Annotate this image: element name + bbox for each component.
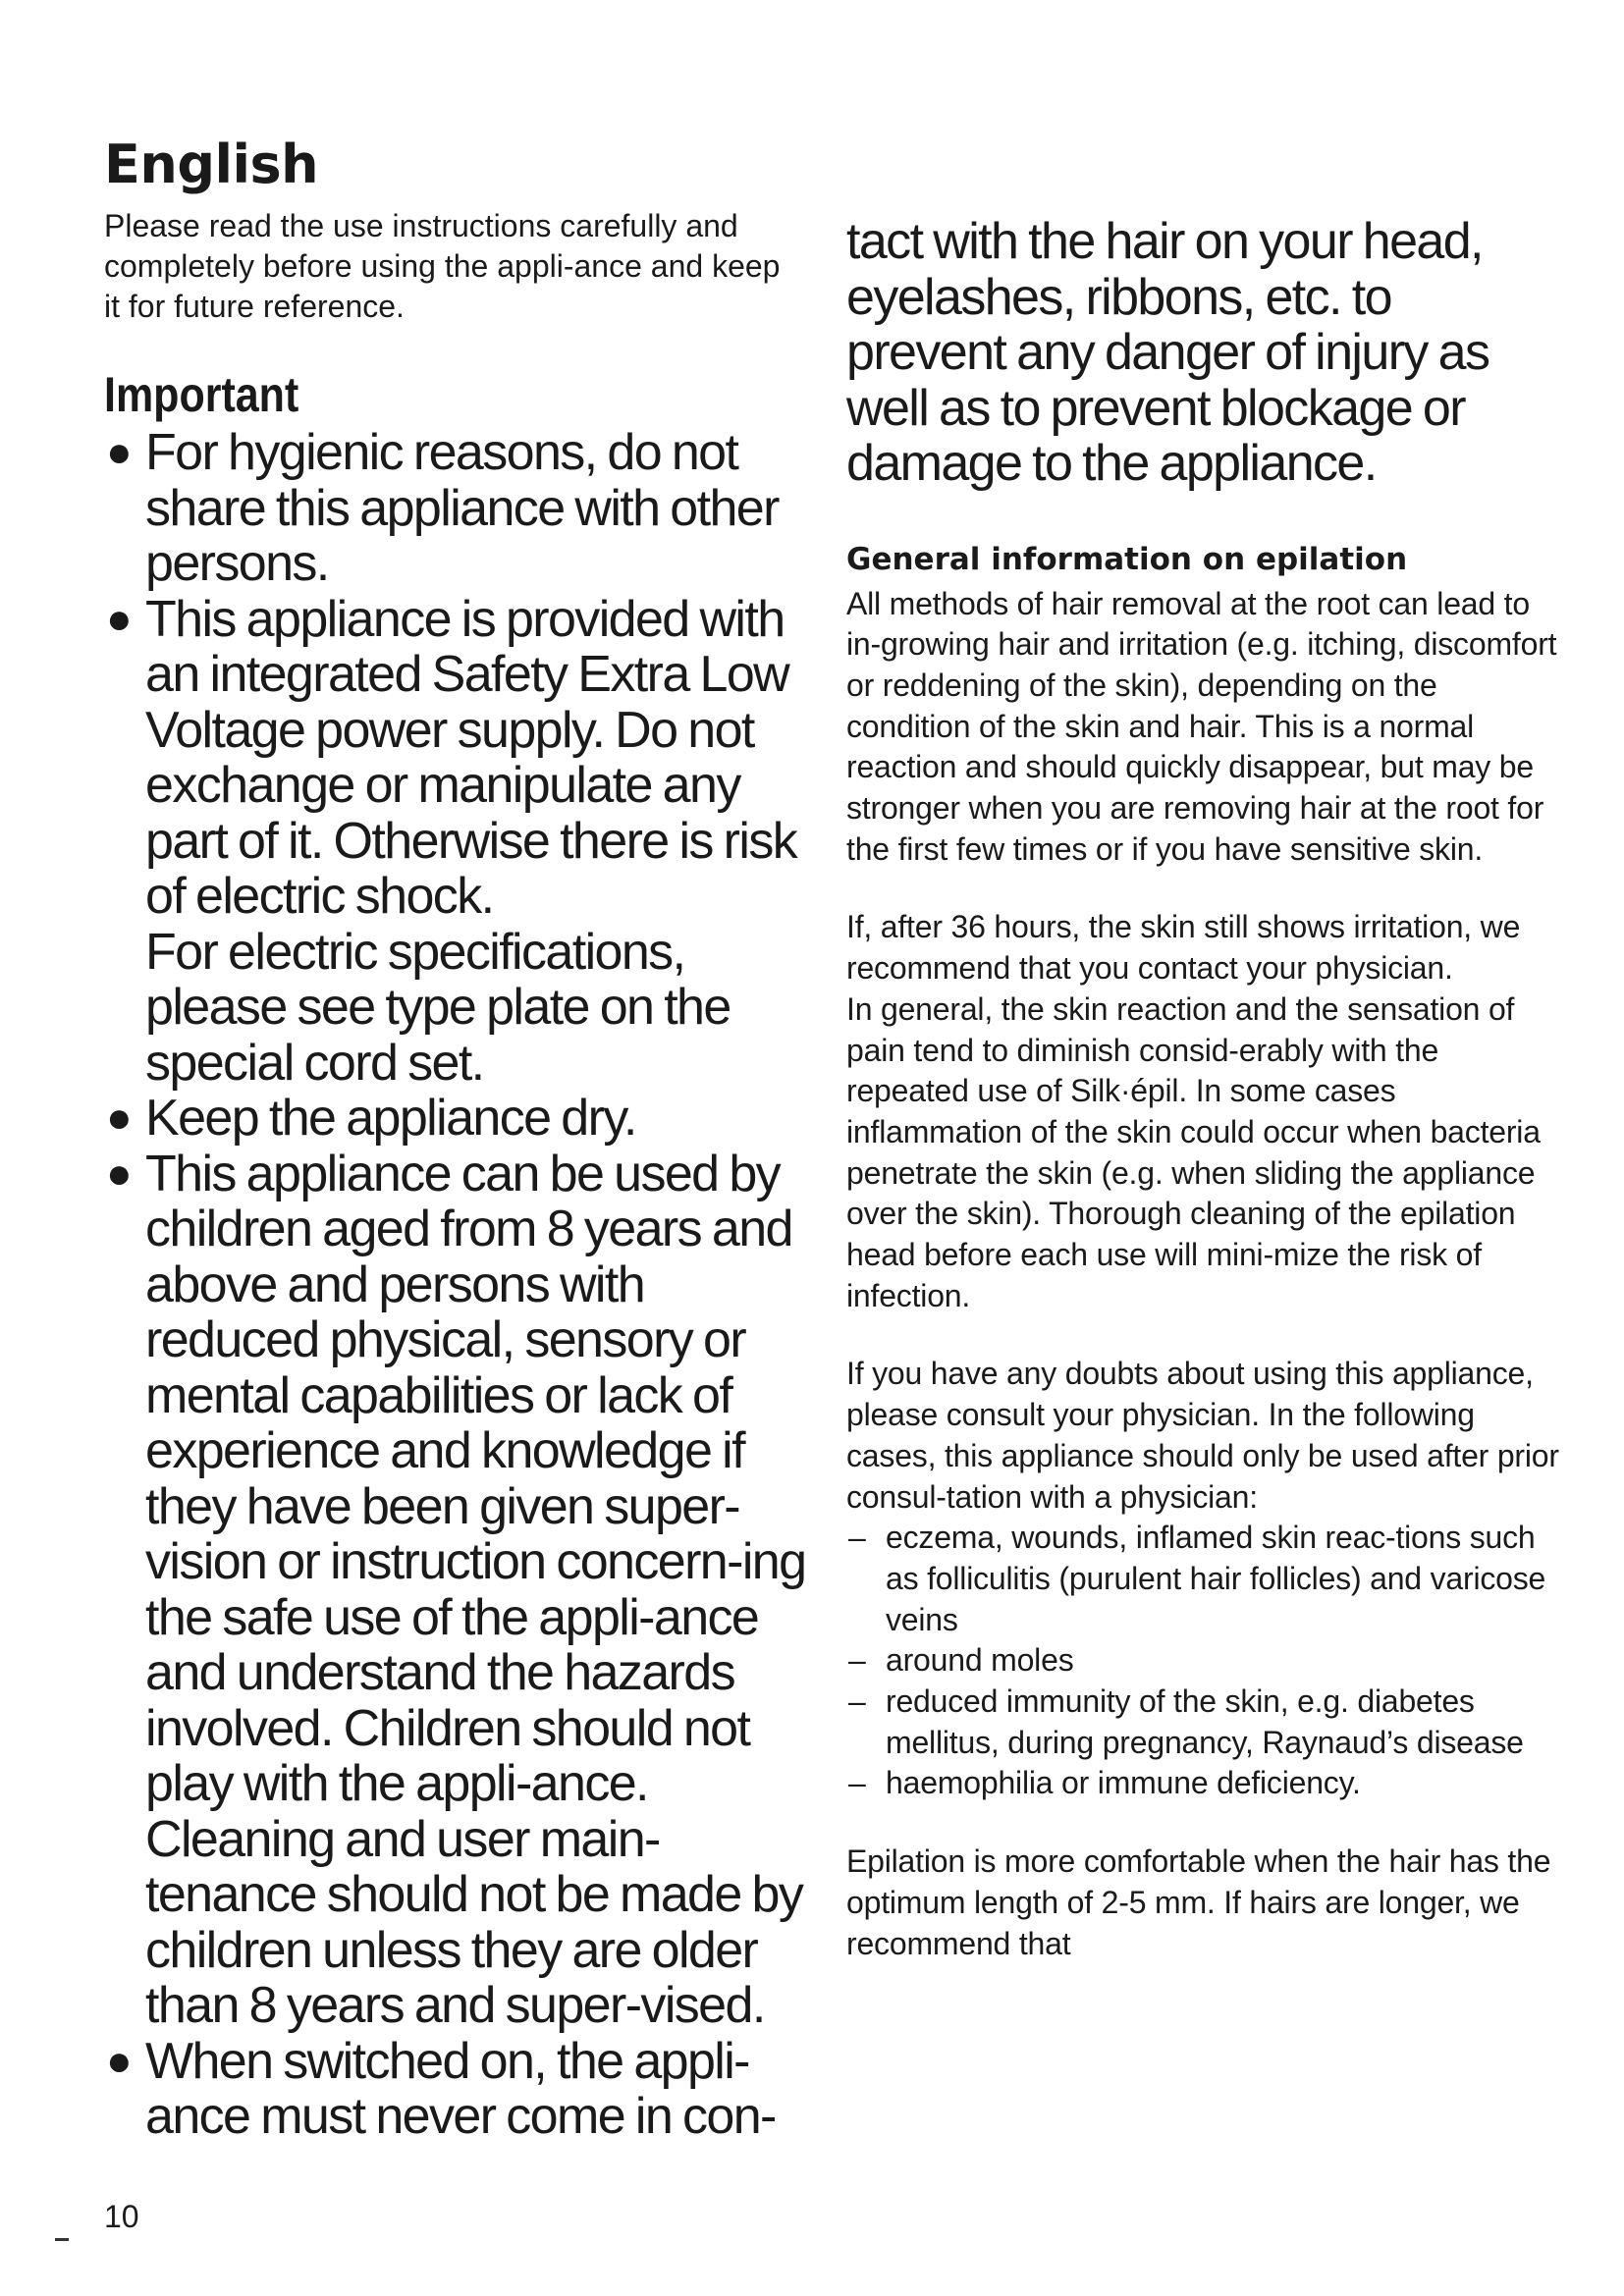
important-item: ● This appliance can be used by children aged from 8 years and above and persons with reduced physical, sensory or mental capabilities or lack of experience and knowledge if they have been given super-vision or instruction concern-ing the safe use of the appli-ance and understand the hazards involved. Children should not play with the appli-ance. Cleaning and user main-tenance should not be made by children unless they are older than 8 years and super-vised. (106, 1145, 806, 2034)
page-number: 10 (104, 2199, 139, 2234)
general-info-heading: General information on epilation (846, 541, 1408, 577)
paragraph: All methods of hair removal at the root can lead to in-growing hair and irritation (e.g. itching, discomfort or reddening of the skin), depending on the condition of the skin and hair. This is a normal reaction and should quickly disappear, but may be stronger when you are removing hair at the root for the first few times or if you have sensitive skin. (846, 585, 1557, 867)
important-heading: Important (104, 367, 299, 422)
dash-icon: – (848, 1683, 866, 1720)
paragraph: If you have any doubts about using this appliance, please consult your physician. In the following cases, this appliance should only be used after prior consul-tation with a physician: (846, 1356, 1559, 1515)
important-item: ● This appliance is provided with an integrated Safety Extra Low Voltage power supply. Do not exchange or manipulate any part of it. Otherwise there is risk of electric shock. For electric specifications, please see type plate on the special cord set. (104, 592, 811, 1092)
dash-icon: – (848, 1642, 866, 1679)
important-item: ● Keep the appliance dry. (106, 1090, 636, 1147)
bullet-icon: ● (106, 2036, 131, 2085)
list-item: – reduced immunity of the skin, e.g. diabetes mellitus, during pregnancy, Raynaud’s disease (848, 1683, 1524, 1760)
paragraph: Epilation is more comfortable when the hair has the optimum length of 2-5 mm. If hairs are longer, we recommend that (846, 1843, 1551, 1961)
important-list (104, 425, 811, 2145)
dash-icon: – (848, 1765, 866, 1801)
conditions-list (846, 1518, 1563, 1804)
bullet-icon: ● (106, 1148, 131, 1198)
important-item: ● For hygienic reasons, do not share this appliance with other persons. (106, 424, 779, 592)
paragraph: If, after 36 hours, the skin still shows irritation, we recommend that you contact your physician. (846, 909, 1521, 987)
bullet-icon: ● (106, 594, 131, 643)
list-item: – haemophilia or immune deficiency. (846, 1763, 1563, 1804)
left-column (104, 124, 811, 2145)
important-continued: tact with the hair on your head, eyelashes, ribbons, etc. to prevent any danger of injury as well as to prevent blockage or damage to the appliance. (846, 213, 1489, 492)
crop-mark (55, 2238, 69, 2241)
bullet-icon: ● (106, 1094, 131, 1142)
list-item: – around moles (846, 1640, 1563, 1682)
list-item: – eczema, wounds, inflamed skin reac-tions such as folliculitis (purulent hair follicles) and varicose veins (848, 1520, 1546, 1637)
electric-spec-note: For electric specifications, please see type plate on the special cord set. (145, 923, 731, 1092)
page-heading: English (104, 133, 319, 195)
paragraph: In general, the skin reaction and the sensation of pain tend to diminish consid-erably with the repeated use of Silk·épil. In some cases inflammation of the skin could occur when bacteria penetrate the skin (e.g. when sliding the appliance over the skin). Thorough cleaning of the epilation head before each use will mini-mize the risk of infection. (846, 990, 1541, 1313)
intro-text: Please read the use instructions carefully and completely before using the appli-ance and keep it for future reference. (104, 208, 781, 324)
right-column (846, 214, 1563, 1964)
important-item: ● When switched on, the appli-ance must never come in con- (106, 2032, 776, 2145)
bullet-icon: ● (106, 428, 131, 476)
dash-icon: – (848, 1520, 866, 1556)
